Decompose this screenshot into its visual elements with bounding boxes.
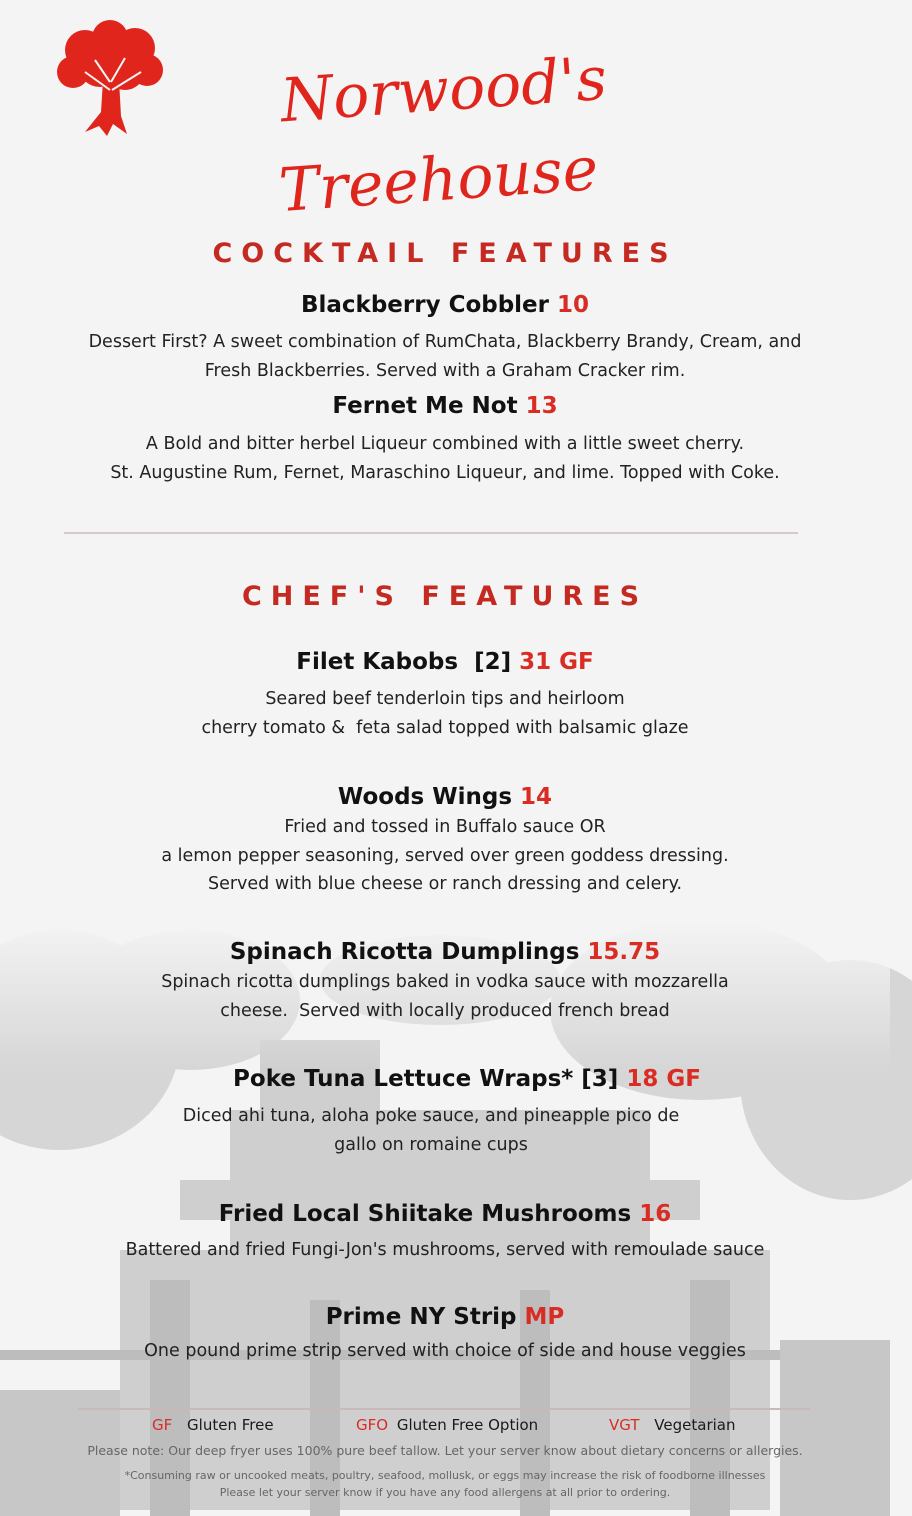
menu-item-title	[0, 939, 890, 965]
description-line: cheese. Served with locally produced french bread	[220, 1000, 670, 1021]
item-name: Spinach Ricotta Dumplings	[229, 939, 580, 965]
item-price: MP	[524, 1304, 565, 1330]
menu-item-title	[0, 1304, 890, 1330]
description-line: Fresh Blackberries. Served with a Graham Cracker rim.	[204, 360, 686, 381]
item-description	[0, 685, 890, 742]
section-divider	[64, 532, 798, 534]
item-description	[0, 1102, 876, 1159]
legend-label: Gluten Free Option	[396, 1416, 539, 1434]
item-name: Woods Wings	[337, 784, 513, 810]
legend-vgt	[609, 1416, 735, 1434]
item-name: Fried Local Shiitake Mushrooms	[218, 1201, 632, 1227]
description-line: Dessert First? A sweet combination of RumChata, Blackberry Brandy, Cream, and	[88, 332, 802, 352]
chef-section-title: CHEF'S FEATURES	[241, 581, 649, 612]
item-name: Fernet Me Not	[332, 393, 518, 419]
tree-logo-icon	[55, 20, 165, 138]
description-line: One pound prime strip served with choice of side and house veggies	[144, 1341, 746, 1361]
brand-script-title	[276, 15, 609, 235]
item-price: 15.75	[587, 939, 661, 965]
menu-item-title	[22, 1066, 912, 1092]
legend-label: Gluten Free	[187, 1416, 274, 1434]
item-name: Prime NY Strip	[325, 1304, 517, 1330]
item-price: 16	[639, 1201, 672, 1227]
item-description	[0, 968, 890, 1025]
description-line: gallo on romaine cups	[334, 1134, 528, 1155]
legend-code: GFO	[356, 1416, 389, 1434]
footer-divider	[78, 1408, 810, 1410]
item-price: 18 GF	[626, 1066, 701, 1092]
item-price: 10	[557, 292, 590, 318]
description-line: Fried and tossed in Buffalo sauce OR	[284, 817, 606, 837]
description-line: Served with blue cheese or ranch dressing and celery.	[207, 874, 683, 894]
cocktail-section-title: COCKTAIL FEATURES	[212, 238, 678, 269]
description-line: cherry tomato & feta salad topped with balsamic glaze	[201, 717, 689, 738]
item-description	[0, 813, 890, 899]
legend-label: Vegetarian	[654, 1416, 736, 1434]
item-description	[0, 328, 890, 385]
legend-gf	[152, 1416, 274, 1434]
menu-item-title	[0, 649, 890, 675]
legend-gfo	[356, 1416, 538, 1434]
item-price: 13	[525, 393, 558, 419]
brand-name-line1: Norwood's	[278, 43, 609, 137]
allergen-warning-line2: Please let your server know if you have any food allergens at all prior to ordering.	[219, 1486, 671, 1499]
allergen-warning-line1: *Consuming raw or uncooked meats, poultry, seafood, mollusk, or eggs may increase the risk of foodborne illnesses	[124, 1469, 766, 1482]
item-description	[0, 1236, 890, 1265]
description-line: Spinach ricotta dumplings baked in vodka sauce with mozzarella	[161, 972, 729, 992]
brand-name-line2: Treehouse	[276, 133, 601, 227]
description-line: Diced ahi tuna, aloha poke sauce, and pineapple pico de	[182, 1106, 680, 1126]
legend-code: VGT	[609, 1416, 640, 1434]
description-line: Seared beef tenderloin tips and heirloom	[265, 689, 625, 709]
description-line: a lemon pepper seasoning, served over green goddess dressing.	[161, 845, 729, 866]
menu-item-title	[0, 393, 890, 419]
description-line: St. Augustine Rum, Fernet, Maraschino Liqueur, and lime. Topped with Coke.	[110, 462, 780, 483]
description-line: A Bold and bitter herbel Liqueur combined with a little sweet cherry.	[145, 434, 745, 454]
item-name: Blackberry Cobbler	[300, 292, 550, 318]
menu-item-title	[0, 784, 890, 810]
fryer-note: Please note: Our deep fryer uses 100% pure beef tallow. Let your server know about dietary concerns or allergies.	[87, 1443, 803, 1458]
item-description	[0, 1337, 890, 1366]
item-name: Filet Kabobs [2]	[296, 649, 512, 675]
description-line: Battered and fried Fungi-Jon's mushrooms, served with remoulade sauce	[125, 1240, 765, 1260]
item-name: Poke Tuna Lettuce Wraps* [3]	[233, 1066, 619, 1092]
item-price: 14	[520, 784, 553, 810]
menu-item-title	[0, 1201, 890, 1227]
item-price: 31 GF	[519, 649, 594, 675]
menu-item-title	[0, 292, 890, 318]
item-description	[0, 430, 890, 487]
legend-code: GF	[152, 1416, 173, 1434]
